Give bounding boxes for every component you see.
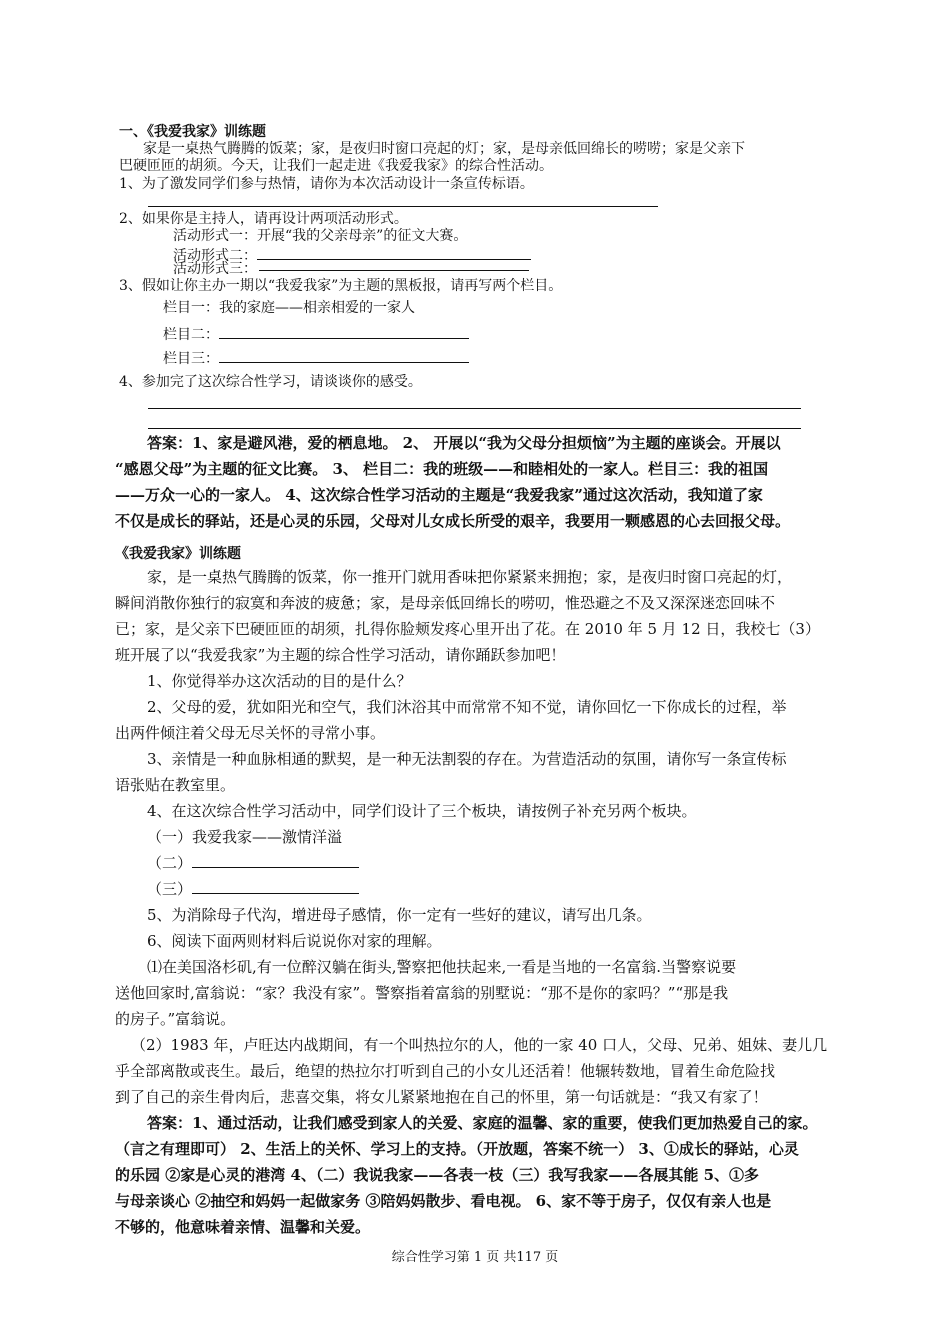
part2-title: 《我爱我家》训练题 [115,546,241,562]
part1-q3-column-1: 栏目一：我的家庭——相亲相爱的一家人 [163,300,415,316]
part1-q2-form-2: 活动形式二： [173,245,531,265]
part1-answer-line-4: 不仅是成长的驿站，还是心灵的乐园，父母对儿女成长所受的艰辛，我要用一颗感恩的心去回报父母。 [115,512,791,530]
part2-q4-block-2-blank [192,853,359,868]
part1-q2-form-2-blank [257,245,531,260]
part1-question-2: 2、如果你是主持人，请再设计两项活动形式。 [119,211,408,227]
part1-intro-line-2: 巴硬匝匝的胡须。今天，让我们一起走进《我爱我家》的综合性活动。 [119,158,553,174]
part2-question-4: 4、在这次综合性学习活动中，同学们设计了三个板块，请按例子补充另两个板块。 [147,802,697,820]
part2-intro-line-2: 瞬间消散你独行的寂寞和奔波的疲惫；家，是母亲低回绵长的唠叨，惟恐避之不及又深深迷恋回味不 [115,594,776,612]
part2-question-3-line-1: 3、亲情是一种血脉相通的默契，是一种无法割裂的存在。为营造活动的氛围，请你写一条宣传标 [147,750,787,768]
part2-q4-block-3-blank [192,879,359,894]
part2-question-5: 5、为消除母子代沟，增进母子感情，你一定有一些好的建议，请写出几条。 [147,906,652,924]
page-footer: 综合性学习第 1 页 共117 页 [391,1250,559,1265]
part2-intro-line-1: 家，是一桌热气腾腾的饭菜，你一推开门就用香味把你紧紧来拥抱；家，是夜归时窗口亮起的灯， [147,568,793,586]
part1-q1-answer-line [148,206,658,207]
part2-question-3-line-2: 语张贴在教室里。 [115,776,236,794]
part1-q2-form-3-blank [259,270,529,271]
part1-answer-line-3: ——万众一心的一家人。 4、这次综合性学习活动的主题是“我爱我家”通过这次活动，我知道了家 [115,486,763,504]
part1-title: 一、《我爱我家》训练题 [119,124,266,140]
part2-material-2-line-2: 乎全部离散或丧生。最后，绝望的热拉尔打听到自己的小女儿还活着！他辗转数地，冒着生命危险找 [115,1062,776,1080]
part1-q2-form-3: 活动形式三： [173,261,257,277]
part2-intro-line-4: 班开展了以“我爱我家”为主题的综合性学习活动，请你踊跃参加吧！ [115,646,566,664]
part2-material-2-line-1: （2）1983 年，卢旺达内战期间，有一个叫热拉尔的人，他的一家 40 口人，父母、兄弟、姐妹、妻儿几 [131,1036,828,1054]
part1-answer-line-1: 答案：1、家是避风港，爱的栖息地。 2、 开展以“我为父母分担烦恼”为主题的座谈会。开展以 [147,434,781,452]
part2-q4-block-3: （三） [147,876,359,902]
part2-question-2-line-2: 出两件倾注着父母无尽关怀的寻常小事。 [115,724,386,742]
part2-intro-line-3: 已；家，是父亲下巴硬匝匝的胡须，扎得你脸颊发疼心里开出了花。在 2010 年 5 月 12 日，我校七（3） [115,620,820,638]
part1-q3-column-2: 栏目二： [163,324,469,344]
part1-q4-answer-line-1 [148,408,801,409]
part1-q2-form-1: 活动形式一：开展“我的父亲母亲”的征文大赛。 [173,228,468,244]
part1-answer-line-2: “感恩父母”为主题的征文比赛。 3、 栏目二：我的班级——和睦相处的一家人。栏目三：我的祖国 [115,460,769,478]
part2-material-2-line-3: 到了自己的亲生骨肉后，悲喜交集，将女儿紧紧地抱在自己的怀里，第一句话就是：“我又有家了！ [115,1088,768,1106]
part2-material-1-line-1: ⑴在美国洛杉矶,有一位醉汉躺在街头,警察把他扶起来,一看是当地的一名富翁.当警察说要 [147,958,737,976]
part2-answer-line-1: 答案：1、通过活动，让我们感受到家人的关爱、家庭的温馨、家的重要，使我们更加热爱自己的家。 [147,1114,818,1132]
part1-question-3: 3、假如让你主办一期以“我爱我家”为主题的黑板报，请再写两个栏目。 [119,278,563,294]
part2-answer-line-2: （言之有理即可） 2、生活上的关怀、学习上的支持。（开放题，答案不统一） 3、①成长的驿站，心灵 [115,1140,799,1158]
part1-question-4: 4、参加完了这次综合性学习，请谈谈你的感受。 [119,374,422,390]
part2-q4-block-2: （二） [147,850,359,876]
part2-answer-line-5: 不够的，他意味着亲情、温馨和关爱。 [115,1218,371,1236]
part2-material-1-line-3: 的房子。”富翁说。 [115,1010,236,1028]
part1-q3-column-3: 栏目三： [163,348,469,368]
part1-q3-column-2-blank [219,324,469,339]
part1-question-1: 1、为了激发同学们参与热情，请你为本次活动设计一条宣传标语。 [119,176,534,192]
part1-q3-column-3-blank [219,348,469,363]
part1-q4-answer-line-2 [148,428,801,429]
part2-question-1: 1、你觉得举办这次活动的目的是什么？ [147,672,412,690]
part2-question-2-line-1: 2、父母的爱，犹如阳光和空气，我们沐浴其中而常常不知不觉，请你回忆一下你成长的过程，举 [147,698,787,716]
part2-answer-line-3: 的乐园 ②家是心灵的港湾 4、（二）我说我家——各表一枝（三）我写我家——各展其能 5、①多 [115,1166,760,1184]
part2-q4-block-1: （一）我爱我家——激情洋溢 [147,828,343,846]
part1-intro-line-1: 家是一桌热气腾腾的饭菜；家，是夜归时窗口亮起的灯；家，是母亲低回绵长的唠唠；家是父亲下 [143,141,745,157]
part2-question-6: 6、阅读下面两则材料后说说你对家的理解。 [147,932,442,950]
part2-material-1-line-2: 送他回家时,富翁说：“家？我没有家”。警察指着富翁的别墅说：“那不是你的家吗？”“那是我 [115,984,729,1002]
part2-answer-line-4: 与母亲谈心 ②抽空和妈妈一起做家务 ③陪妈妈散步、看电视。 6、家不等于房子，仅仅有亲人也是 [115,1192,772,1210]
